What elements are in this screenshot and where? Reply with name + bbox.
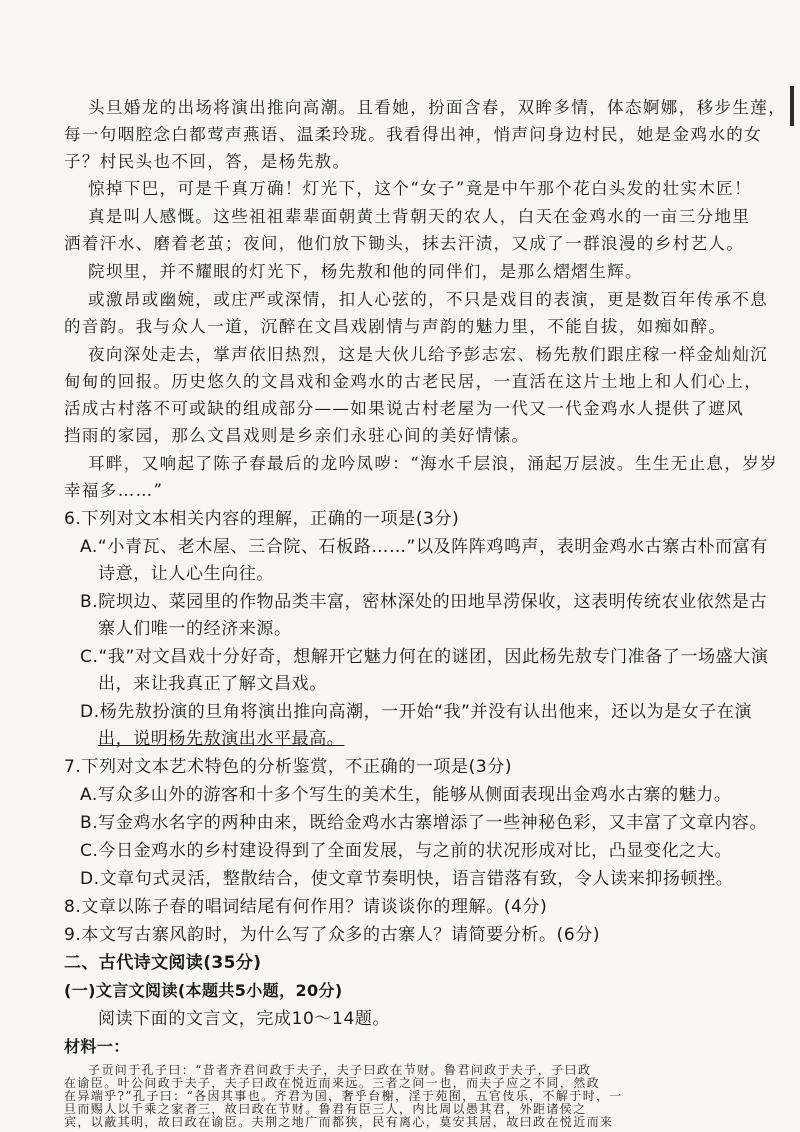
essay-line: 每一句咽腔念白都莺声燕语、温柔玲珑。我看得出神，悄声问身边村民，她是金鸡水的女: [64, 125, 763, 144]
q6-option-d: D.杨先敖扮演的旦角将演出推向高潮，一开始“我”并没有认出他来，还以为是女子在演: [80, 702, 753, 722]
question-7-stem: 7.下列对文本艺术特色的分析鉴赏，不正确的一项是(3分): [64, 757, 513, 777]
q6-option-b: B.院坝边、菜园里的作物品类丰富，密林深处的田地旱涝保收，这表明传统农业依然是古: [80, 592, 768, 612]
q6-option-b-cont: 寨人们唯一的经济来源。: [98, 619, 292, 639]
q6-option-a-cont: 诗意，让人心生向往。: [98, 564, 274, 584]
question-6-stem: 6.下列对文本相关内容的理解，正确的一项是(3分): [64, 509, 460, 529]
q7-option-d: D.文章句式灵活，整散结合，使文章节奏明快，语言错落有致，令人读来抑扬顿挫。: [80, 869, 734, 889]
essay-line: 子？村民头也不回，答，是杨先敖。: [64, 152, 351, 171]
essay-line: 院坝里，并不耀眼的灯光下，杨先敖和他的同伴们，是那么熠熠生辉。: [88, 262, 643, 281]
q7-option-b: B.写金鸡水名字的两种由来，既给金鸡水古寨增添了一些神秘色彩，又丰富了文章内容。: [80, 813, 768, 833]
essay-line: 幸福多……”: [64, 481, 164, 500]
question-9: 9.本文写古寨风韵时，为什么写了众多的古寨人？请简要分析。(6分): [64, 925, 601, 945]
classical-line: 宾，以蔽其明，故曰政在谕臣。夫荆之地广而都狭，民有离心，莫安其居，故曰政在悦近而来: [64, 1115, 614, 1129]
essay-line: 甸甸的回报。历史悠久的文昌戏和金鸡水的古老民居，一直活在这片土地上和人们心上，: [64, 372, 763, 391]
essay-line: 或激昂或幽婉，或庄严或深情，扣人心弦的，不只是戏目的表演，更是数百年传承不息: [88, 290, 769, 309]
section-heading: 二、古代诗文阅读(35分): [64, 953, 262, 973]
essay-line: 的音韵。我与众人一道，沉醉在文昌戏剧情与声韵的魅力里，不能自拔，如痴如醉。: [64, 317, 727, 336]
classical-line: 在谕臣。叶公问政于夫子，夫子曰政在悦近而来远。三者之问一也，而夫子应之不同，然政: [64, 1076, 601, 1090]
q6-option-c-cont: 出，来让我真正了解文昌戏。: [98, 674, 327, 694]
q7-option-a: A.写众多山外的游客和十多个写生的美术生，能够从侧面表现出金鸡水古寨的魅力。: [80, 785, 732, 805]
essay-line: 夜向深处走去，掌声依旧热烈，这是大伙儿给予彭志宏、杨先敖们跟庄稼一样金灿灿沉: [88, 345, 769, 364]
essay-line: 挡雨的家园，那么文昌戏则是乡亲们永驻心间的美好情愫。: [64, 426, 530, 445]
essay-line: 洒着汗水、磨着老茧；夜间，他们放下锄头，抹去汗渍，又成了一群浪漫的乡村艺人。: [64, 234, 745, 253]
essay-line: 真是叫人感慨。这些祖祖辈辈面朝黄土背朝天的农人，白天在金鸡水的一亩三分地里: [88, 207, 751, 226]
classical-line: 旦而赐人以千乘之家者三，故曰政在节财。鲁君有臣三人，内比周以愚其君，外距诸侯之: [64, 1102, 587, 1116]
classical-line: 在异端乎?”孔子曰：“各因其事也。齐君为国，奢乎台榭，淫于苑囿，五官伎乐，不解于时，一: [64, 1089, 623, 1103]
subsection-heading: (一)文言文阅读(本题共5小题，20分): [64, 981, 343, 1000]
material-label: 材料一：: [64, 1037, 130, 1056]
question-8: 8.文章以陈子春的唱词结尾有何作用？请谈谈你的理解。(4分): [64, 897, 548, 917]
q6-option-a: A.“小青瓦、老木屋、三合院、石板路……”以及阵阵鸡鸣声，表明金鸡水古寨古朴而富有: [80, 537, 768, 557]
page-edge-mark: [790, 86, 794, 126]
q7-option-c: C.今日金鸡水的乡村建设得到了全面发展，与之前的状况形成对比，凸显变化之大。: [80, 841, 733, 861]
essay-line: 头旦婚龙的出场将演出推向高潮。且看她，扮面含春，双眸多情，体态婀娜，移步生莲，: [88, 98, 787, 117]
essay-line: 活成古村落不可或缺的组成部分——如果说古村老屋为一代又一代金鸡水人提供了遮风: [64, 399, 745, 418]
essay-line: 耳畔，又响起了陈子春最后的龙吟凤哕：“海水千层浪，涌起万层波。生生无止息，岁岁: [88, 454, 779, 473]
q6-option-d-cont: 出，说明杨先敖演出水平最高。: [98, 729, 345, 749]
q6-option-c: C.“我”对文昌戏十分好奇，想解开它魅力何在的谜团，因此杨先敖专门准备了一场盛大演: [80, 647, 769, 667]
essay-line: 惊掉下巴，可是千真万确！灯光下，这个“女子”竟是中午那个花白头发的壮实木匠！: [88, 179, 753, 198]
reading-instruction: 阅读下面的文言文，完成10～14题。: [98, 1009, 391, 1029]
classical-line: 子贡问于孔子曰：“昔者齐君问政于夫子，夫子曰政在节财。鲁君问政于夫子，子曰政: [88, 1063, 592, 1077]
